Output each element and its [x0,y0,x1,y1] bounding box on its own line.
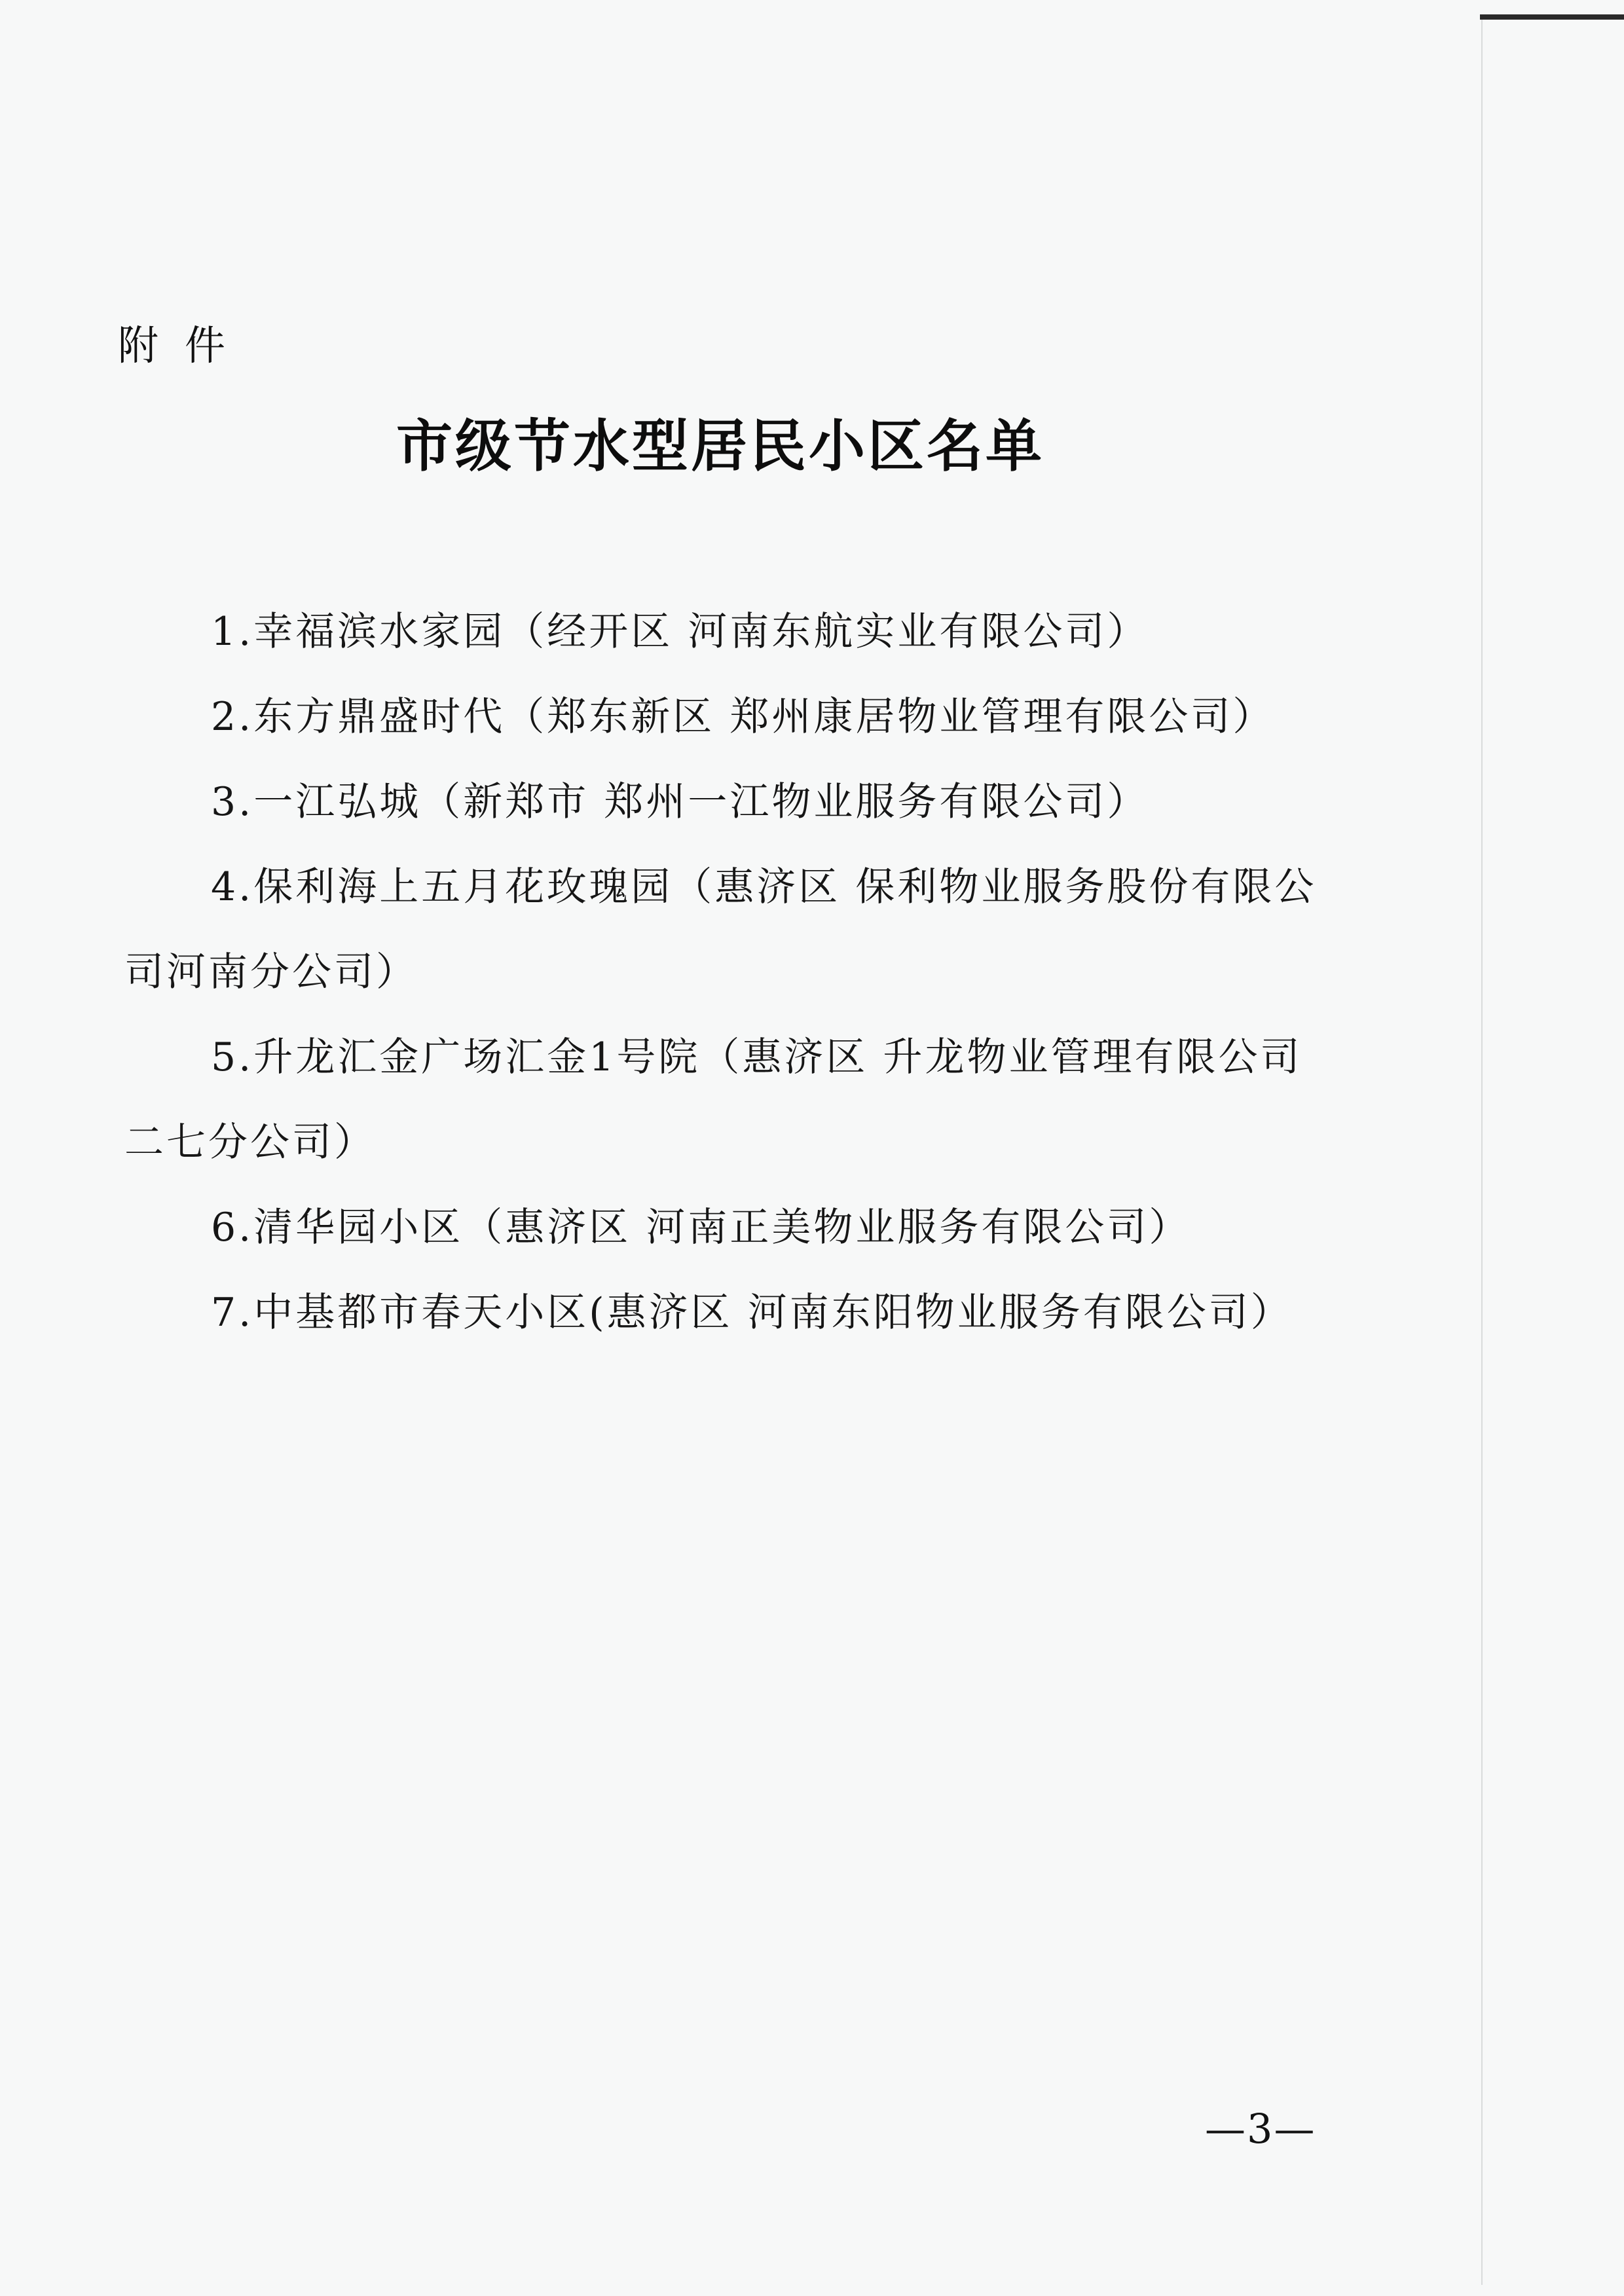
page-number: —3— [1205,2105,1316,2153]
list-item: 1.幸福滨水家园（经开区 河南东航实业有限公司） [211,609,1149,655]
list-item: 3.一江弘城（新郑市 郑州一江物业服务有限公司） [211,779,1149,825]
list-item: 5.升龙汇金广场汇金1号院（惠济区 升龙物业管理有限公司二七分公司） [124,1034,1302,1165]
scan-edge-mark [1480,14,1624,20]
list-item: 6.清华园小区（惠济区 河南正美物业服务有限公司） [211,1205,1191,1250]
list-item: 7.中基都市春天小区(惠济区 河南东阳物业服务有限公司） [211,1290,1293,1336]
document-title: 市级节水型居民小区名单 [396,414,1044,479]
list-item: 2.东方鼎盛时代（郑东新区 郑州康居物业管理有限公司） [211,694,1275,740]
attachment-label: 附件 [118,321,252,369]
list-item: 4.保利海上五月花玫瑰园（惠济区 保利物业服务股份有限公司河南分公司） [124,864,1317,995]
scan-edge-line [1481,20,1483,2285]
community-list [124,589,1323,1355]
